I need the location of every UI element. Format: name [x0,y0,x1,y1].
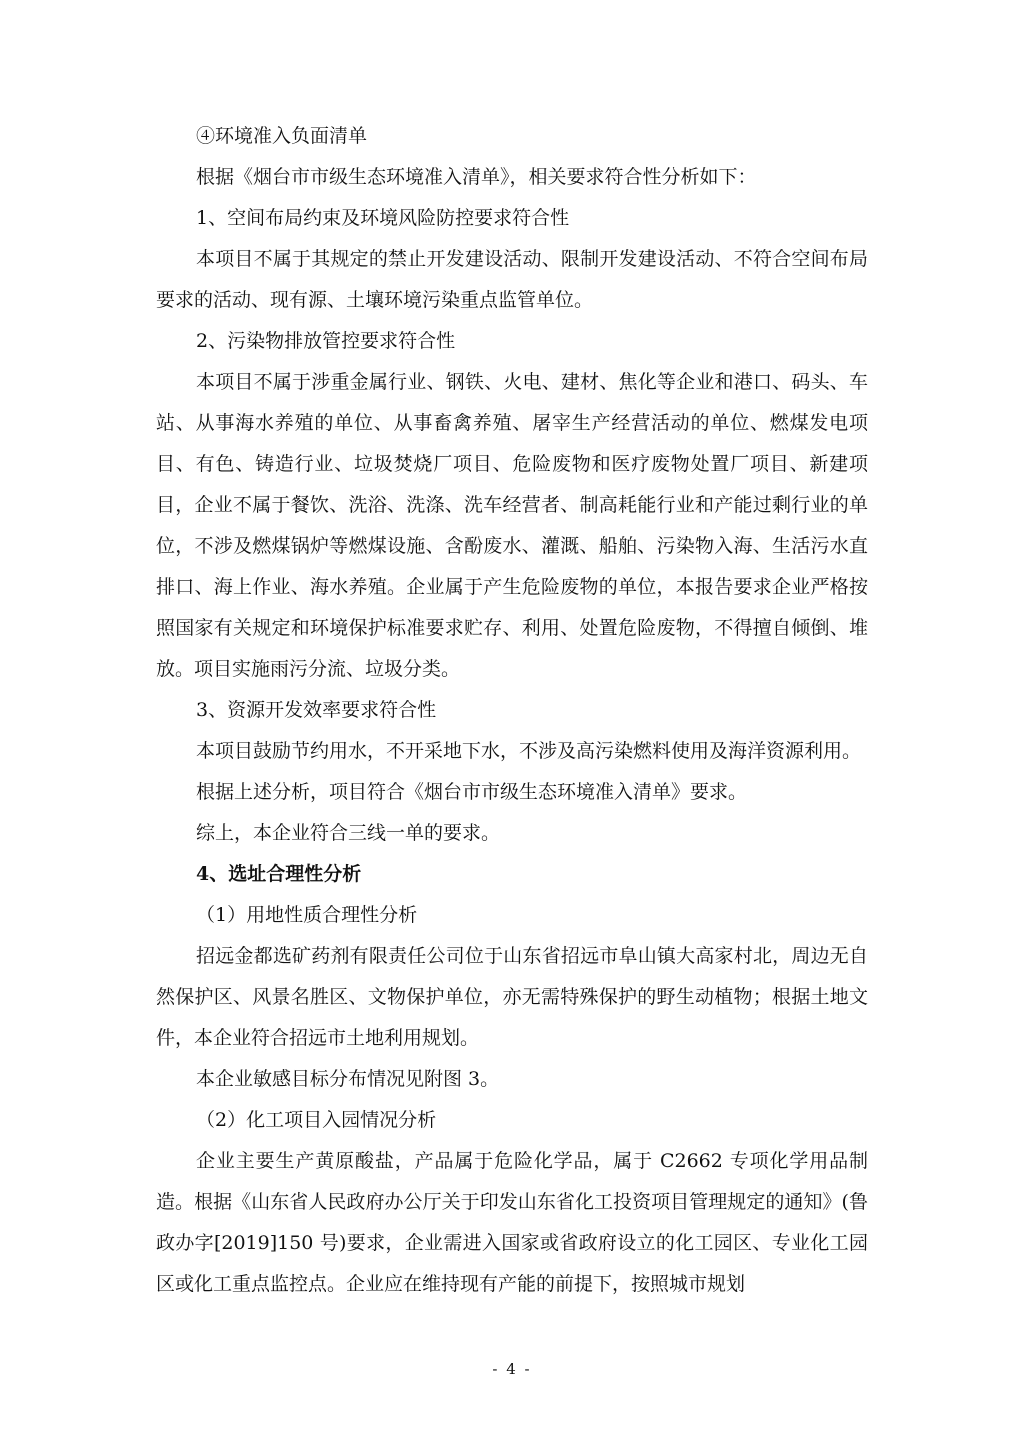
page-number: - 4 - [492,1360,532,1378]
paragraph: 综上，本企业符合三线一单的要求。 [196,822,501,844]
section-heading: 1、空间布局约束及环境风险防控要求符合性 [196,207,570,229]
subsection-heading: （2）化工项目入园情况分析 [196,1109,437,1131]
paragraph: 本企业敏感目标分布情况见附图 3。 [196,1068,500,1090]
paragraph: 根据上述分析，项目符合《烟台市市级生态环境准入清单》要求。 [196,781,748,803]
document-body [156,116,868,1305]
paragraph: 本项目不属于其规定的禁止开发建设活动、限制开发建设活动、不符合空间布局要求的活动、现有源、土壤环境污染重点监管单位。 [156,248,868,311]
paragraph: 企业主要生产黄原酸盐，产品属于危险化学品，属于 C2662 专项化学用品制造。根据《山东省人民政府办公厅关于印发山东省化工投资项目管理规定的通知》(鲁政办字[2019]150 号)要求，企业需进入国家或省政府设立的化工园区、专业化工园区或化工重点监控点。企业应在维持现有产能的前提下，按照城市规划 [156,1150,868,1295]
subsection-heading: （1）用地性质合理性分析 [196,904,418,926]
paragraph: ④环境准入负面清单 [196,125,368,147]
section-heading: 3、资源开发效率要求符合性 [196,699,437,721]
paragraph: 本项目不属于涉重金属行业、钢铁、火电、建材、焦化等企业和港口、码头、车站、从事海水养殖的单位、从事畜禽养殖、屠宰生产经营活动的单位、燃煤发电项目、有色、铸造行业、垃圾焚烧厂项目、危险废物和医疗废物处置厂项目、新建项目，企业不属于餐饮、洗浴、洗涤、洗车经营者、制高耗能行业和产能过剩行业的单位，不涉及燃煤锅炉等燃煤设施、含酚废水、灌溉、船舶、污染物入海、生活污水直排口、海上作业、海水养殖。企业属于产生危险废物的单位，本报告要求企业严格按照国家有关规定和环境保护标准要求贮存、利用、处置危险废物，不得擅自倾倒、堆放。项目实施雨污分流、垃圾分类。 [156,371,868,680]
bold-section-heading: 4、选址合理性分析 [196,863,362,885]
section-heading: 2、污染物排放管控要求符合性 [196,330,456,352]
paragraph: 根据《烟台市市级生态环境准入清单》，相关要求符合性分析如下： [196,166,757,188]
paragraph: 招远金都选矿药剂有限责任公司位于山东省招远市阜山镇大高家村北，周边无自然保护区、风景名胜区、文物保护单位，亦无需特殊保护的野生动植物；根据土地文件，本企业符合招远市土地利用规划。 [156,945,868,1049]
paragraph: 本项目鼓励节约用水，不开采地下水，不涉及高污染燃料使用及海洋资源利用。 [196,740,862,762]
